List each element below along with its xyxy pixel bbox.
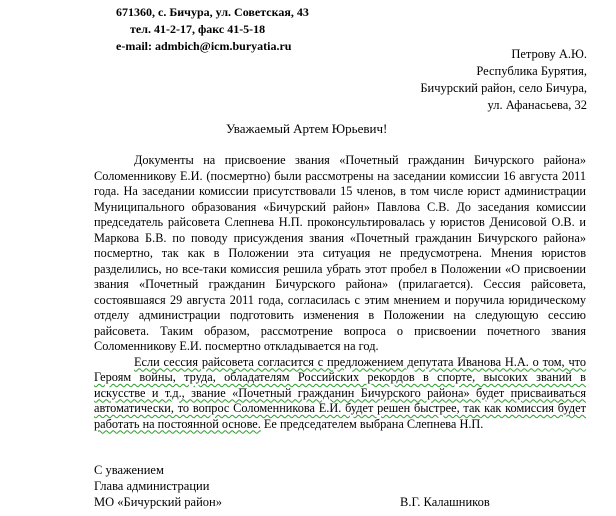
position-line-1: Глава администрации: [94, 479, 210, 493]
recipient-street: ул. Афанасьева, 32: [487, 98, 587, 112]
letter-body: [94, 153, 586, 432]
recipient-region: Республика Бурятия,: [476, 64, 587, 78]
recipient-address: [420, 46, 587, 114]
paragraph-2-highlighted: Если сессия райсовета согласится с предложением депутата Иванова Н.А. о том, что Героям войны, труда, обладателям Российских рекордов в спорте, высоких званий в искусстве и т.д., звание «Почетный гражданин Бичурского района» будет присваиваться автоматически, то вопрос Соломенникова Е.И. будет решен быстрее, так как комиссия будет работать на постоянной основе.: [94, 354, 586, 431]
sender-line-1: 671360, с. Бичура, ул. Советская, 43: [116, 5, 309, 19]
paragraph-2-tail: Ее председателем выбрана Слепнева Н.П.: [260, 416, 484, 431]
signatory-name: В.Г. Калашников: [400, 495, 490, 509]
sender-address: [116, 4, 309, 55]
sender-email: e-mail: admbich@icm.buryatia.ru: [116, 39, 292, 53]
signature-block: [94, 462, 222, 510]
paragraph-2: [94, 355, 586, 433]
paragraph-1: Документы на присвоение звания «Почетный гражданин Бичурского района» Соломенникову Е.И. (посмертно) были рассмотрены на заседании комиссии 16 августа 2011 года. На заседании комиссии присутствовали 15 членов, в том числе юрист администрации Муниципального образования «Бичурский район» Павлова С.В. До заседания комиссии председатель райсовета Слепнева Н.П. проконсультировалась у юристов Денисовой О.В. и Маркова Б.В. по поводу присуждения звания «Почетный гражданин Бичурского района» посмертно, так как в Положении эта ситуация не предусмотрена. Мнения юристов разделились, но все-таки комиссия решила убрать этот пробел в Положении «О присвоении звания «Почетный гражданин Бичурского района» (прилагается). Сессия райсовета, состоявшаяся 29 августа 2011 года, согласилась с этим мнением и поручила юридическому отделу администрации подготовить изменения в Положении на следующую сессию райсовета. Таким образом, рассмотрение вопроса о присвоении почетного звания Соломенникову Е.И. посмертно откладывается на год.: [94, 153, 586, 353]
sender-line-2: тел. 41-2-17, факс 41-5-18: [130, 22, 266, 36]
recipient-district: Бичурский район, село Бичура,: [420, 81, 587, 95]
recipient-name: Петрову А.Ю.: [511, 47, 587, 61]
closing: С уважением: [94, 463, 164, 477]
position-line-2: МО «Бичурский район»: [94, 495, 222, 509]
greeting: Уважаемый Артем Юрьевич!: [226, 121, 388, 136]
